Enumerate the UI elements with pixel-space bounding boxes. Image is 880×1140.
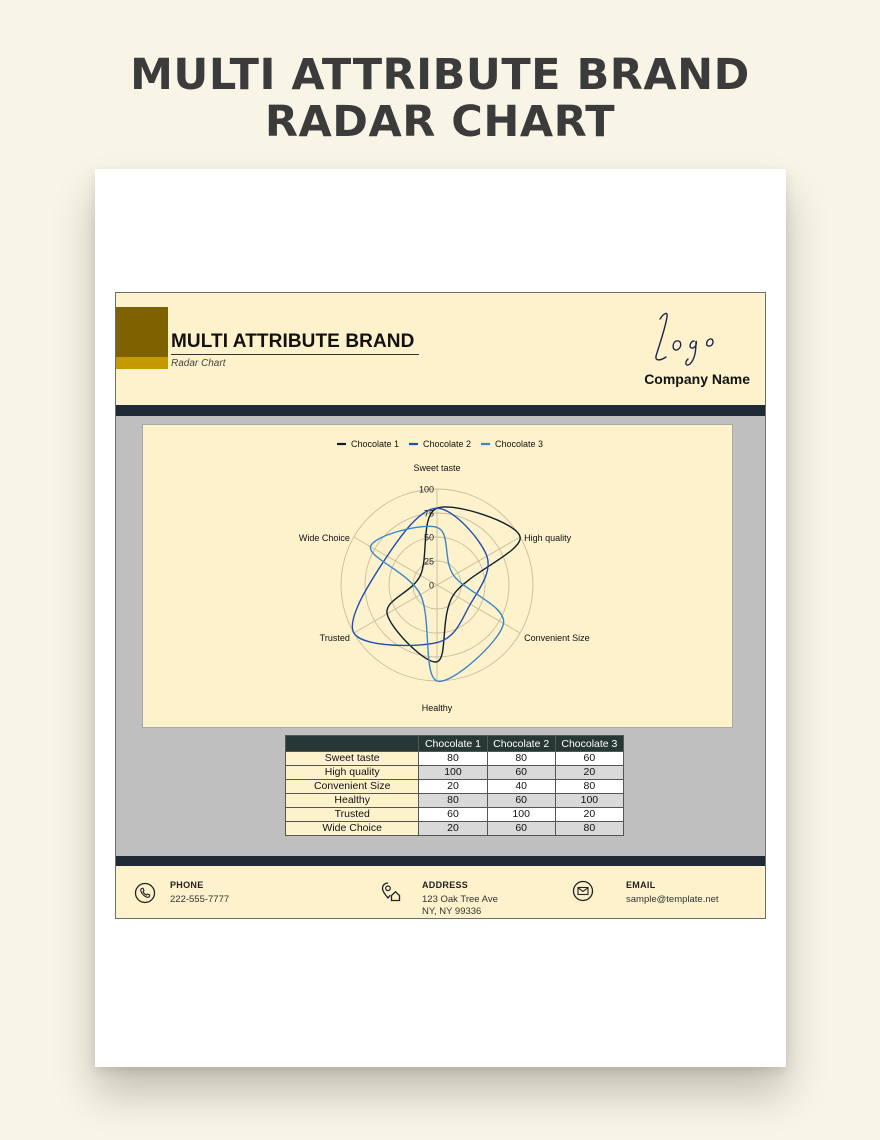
address-line1: 123 Oak Tree Ave [422, 894, 498, 905]
table-cell: 80 [419, 752, 487, 766]
address-label: ADDRESS [422, 880, 469, 890]
table-row [286, 780, 624, 794]
axis-category-label: Sweet taste [413, 463, 461, 473]
email-label: EMAIL [626, 880, 656, 890]
table-cell: 80 [487, 752, 555, 766]
table-cell: 60 [487, 794, 555, 808]
doc-subtitle: Radar Chart [171, 358, 226, 369]
table-cell: 60 [419, 808, 487, 822]
table-cell: 80 [555, 822, 623, 836]
email-icon [572, 880, 594, 902]
radial-tick-label: 0 [428, 580, 434, 591]
chart-legend [337, 439, 543, 449]
legend-entry: Chocolate 1 [351, 439, 400, 449]
table-corner-cell [286, 736, 419, 752]
grid-spoke [437, 585, 520, 633]
logo [646, 301, 746, 371]
table-row [286, 766, 624, 780]
radar-axis-labels [299, 463, 590, 713]
table-cell: 60 [555, 752, 623, 766]
data-table [285, 735, 624, 836]
address-line2: NY, NY 99336 [422, 906, 482, 917]
table-cell: 20 [555, 808, 623, 822]
table-cell: 100 [419, 766, 487, 780]
axis-category-label: Healthy [421, 703, 453, 713]
footer-band [116, 866, 765, 918]
chart-panel [142, 424, 733, 728]
header-divider-bar [116, 405, 765, 416]
footer-divider-bar [116, 856, 765, 866]
accent-square-dark [116, 307, 168, 357]
axis-category-label: High quality [524, 533, 572, 543]
location-home-icon [379, 880, 403, 904]
table-col-header: Chocolate 3 [555, 736, 623, 752]
template-sheet [115, 292, 766, 919]
legend-entry: Chocolate 3 [495, 439, 544, 449]
table-cell: 20 [419, 822, 487, 836]
table-cell: 40 [487, 780, 555, 794]
table-cell: 60 [487, 766, 555, 780]
radar-series [352, 507, 520, 681]
phone-label: PHONE [170, 880, 204, 890]
axis-category-label: Trusted [319, 633, 350, 643]
phone-value: 222-555-7777 [170, 894, 230, 905]
doc-title: MULTI ATTRIBUTE BRAND [171, 331, 419, 355]
radar-chart [143, 425, 732, 727]
table-cell: 20 [419, 780, 487, 794]
table-col-header: Chocolate 2 [487, 736, 555, 752]
legend-entry: Chocolate 2 [423, 439, 472, 449]
table-header-row [286, 736, 624, 752]
series-line [387, 507, 520, 662]
axis-category-label: Wide Choice [298, 533, 350, 543]
table-cell: 80 [555, 780, 623, 794]
table-row [286, 822, 624, 836]
page-title-line2: RADAR CHART [264, 97, 616, 147]
radial-tick-label: 50 [423, 532, 434, 543]
axis-category-label: Convenient Size [524, 633, 590, 643]
radial-tick-label: 100 [418, 484, 434, 495]
table-cell: 100 [487, 808, 555, 822]
table-row-label: Convenient Size [286, 780, 419, 794]
table-row-label: Wide Choice [286, 822, 419, 836]
table-row [286, 752, 624, 766]
table-col-header: Chocolate 1 [419, 736, 487, 752]
radial-tick-label: 75 [423, 508, 434, 519]
accent-square-gold [116, 357, 168, 369]
table-row-label: Sweet taste [286, 752, 419, 766]
page-title [0, 52, 880, 146]
table-cell: 20 [555, 766, 623, 780]
table-cell: 100 [555, 794, 623, 808]
table-row [286, 794, 624, 808]
table-cell: 80 [419, 794, 487, 808]
table-row [286, 808, 624, 822]
page-title-line1: MULTI ATTRIBUTE BRAND [130, 50, 750, 100]
phone-icon [134, 882, 156, 904]
grid-spoke [437, 537, 520, 585]
email-value: sample@template.net [626, 894, 719, 905]
table-row-label: Healthy [286, 794, 419, 808]
radial-tick-label: 25 [423, 556, 434, 567]
table-row-label: Trusted [286, 808, 419, 822]
table-row-label: High quality [286, 766, 419, 780]
table-cell: 60 [487, 822, 555, 836]
company-name: Company Name [644, 371, 750, 387]
header-band [116, 293, 765, 405]
